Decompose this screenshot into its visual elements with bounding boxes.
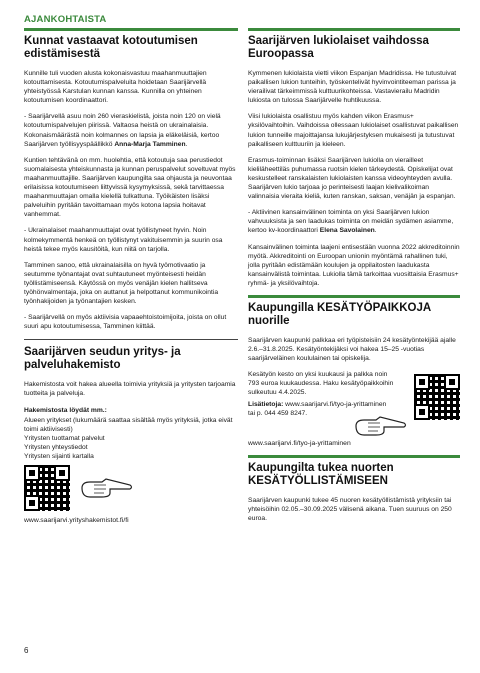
article-paragraph: - Saarijärvellä on myös aktiivisia vapaaehtoistoimijoita, joista on ollut suuri apu kotoutumisessa, Tamminen kiittää. [24, 314, 227, 331]
info-phone: tai p. 044 459 8247. [248, 409, 308, 417]
info-row [248, 370, 460, 420]
article-paragraph: - Aktiivinen kansainvälinen toiminta on yksi Saarijärven lukion vahvuuksista ja sen laadukas toiminta on meidän sydämen asiamme, kertoo kv-koordinaattori Elena Savolainen. [248, 209, 454, 235]
article-paragraph: Kesätyön kesto on yksi kuukausi ja palkka noin 793 euroa kuukaudessa. Haku kesätyöpaikkoihin sulkeutuu 4.4.2025. [248, 371, 394, 397]
feature-list [24, 416, 238, 461]
info-block [248, 370, 398, 420]
article-paragraph: Kymmenen lukiolaista vietti viikon Espanjan Madridissa. He tutustuivat paikallisen lukion tunteihin, työskentelivät hyvinvointiteeman parissa ja vierailivat tärkeimmissä kulttuurikohteissa. Vastavierailu Madridin lukiosta on tulossa Saarijärvelle huhtikuussa. [248, 70, 457, 105]
title-rule [24, 28, 238, 31]
list-item: Alueen yritykset (lukumäärä saattaa sisältää myös yrityksiä, jotka eivät toimi aktiivisesti) [24, 416, 233, 433]
article-paragraph: Viisi lukiolaista osallistuu myös kahden viikon Erasmus+ yksilövaihtoihin. Vaihdoissa ollessaan lukiolaiset osallistuvat paikallisen lukion tunneille majoittajansa lukujärjestyksen mukaisesti ja tutustuvat paikalliseen kulttuuriin ja kieleen. [248, 113, 459, 148]
list-item: Yritysten tuottamat palvelut [24, 434, 105, 442]
right-column [248, 28, 460, 531]
list-item: Yritysten sijainti kartalla [24, 453, 94, 460]
paragraph-text: - Aktiivinen kansainvälinen toiminta on yksi Saarijärven lukion vahvuuksista ja sen laadukas toiminta on meidän sydämen asiamme, kertoo kv-koordinaattori [248, 209, 454, 235]
paragraph-text: - Saarijärvellä asuu noin 260 vieraskielistä, joista noin 120 on vielä kotoutumispalvelujen piirissä. Valtaosa heistä on ukrainalaisia. Kokonaismäärästä noin kolmannes on lapsia ja eläkeläisiä, kertoo Saarijärven työllisyyspäällikkö [24, 113, 221, 148]
article-title: Saarijärven lukiolaiset vaihdossa Euroopassa [248, 35, 429, 60]
pointing-hand-icon [354, 414, 408, 438]
info-label: Lisätietoja: [248, 400, 284, 408]
article-title: Kaupungilla KESÄTYÖPAIKKOJA nuorille [248, 301, 431, 327]
section-label: AJANKOHTAISTA [24, 14, 107, 25]
article-title: Saarijärven seudun yritys- ja palveluhakemisto [24, 346, 181, 372]
article-paragraph: - Saarijärvellä asuu noin 260 vieraskielistä, joista noin 120 on vielä kotoutumispalvelujen piirissä. Valtaosa heistä on ukrainalaisia. Kokonaismäärästä noin kolmannes on lapsia ja eläkeläisiä, kertoo Saarijärven työllisyyspäällikkö Anna-Marja Tamminen. [24, 113, 221, 148]
qr-row [24, 465, 238, 511]
article-paragraph: Tamminen sanoo, että ukrainalaisilla on hyvä työmotivaatio ja seutumme työnantajat ovat suhtautuneet myönteisesti heidän työllistämiseensä. Käytössä on myös venäjän kielen hallitseva työhönvalmentaja, joka on auttanut ja helpottanut kommunikointia työnhakijoiden ja työnantajien kesken. [24, 261, 219, 306]
article-title: Kaupungilta tukea nuorten KESÄTYÖLLISTÄMISEEN [248, 462, 394, 488]
title-rule [248, 28, 460, 31]
person-name: Elena Savolainen [319, 227, 375, 235]
article-paragraph: Hakemistosta voit hakea alueella toimivia yrityksiä ja yritysten tarjoamia tuotteita ja palveluja. [24, 381, 236, 398]
info-line [248, 400, 398, 409]
pointing-hand-icon [80, 476, 134, 500]
directory-link[interactable]: www.saarijarvi.yrityshakemistot.fi/fi [24, 517, 129, 525]
article-paragraph: Saarijärven kaupunki tukee 45 nuoren kesätyöllistämistä yrityksiin tai yhteisöihin 02.05.–30.09.2025 välisenä aikana. Tuen suuruus on 250 euroa. [248, 497, 452, 523]
article-title: Kunnat vastaavat kotoutumisen edistämisestä [24, 35, 198, 60]
qr-code-icon[interactable] [414, 374, 460, 420]
list-title: Hakemistosta löydät mm.: [24, 406, 107, 414]
article-paragraph: Saarijärven kaupunki palkkaa eri työpisteisiin 24 kesätyöntekijää ajalle 2.6.–31.8.2025. Kesätyöntekijäksi voi hakea 15–25 -vuotias saarijärveläinen koululainen tai opiskelija. [248, 336, 456, 363]
qr-code-icon[interactable] [24, 465, 70, 511]
list-item: Yritysten yhteystiedot [24, 443, 88, 451]
article-paragraph: Erasmus-toiminnan lisäksi Saarijärven lukiolla on vierailleet kieliläheettiläs puhumassa ruotsin kielen tärkeydestä. Opiskelijat ovat keskustelleet ranskalaisten lukiolaisten kanssa videoyhteyden avulla. Saarijärven lukio tarjoaa jo perinteisesti laajan kielivalikoiman valinnaisia vieraita kieliä, kuten ranskan, saksan, venäjän ja espanjan. [248, 156, 456, 201]
title-rule [248, 455, 460, 458]
jobs-link[interactable]: www.saarijarvi.fi/tyo-ja-yrittaminen [248, 440, 351, 448]
title-rule [248, 295, 460, 298]
article-paragraph: Kansainvälinen toiminta laajeni entisestään vuonna 2022 akkreditoinnin myötä. Akkreditointi on Euroopan unionin myöntämä rahallinen tuki, jolla pyritään edistämään koulujen ja oppilaitosten laadukasta kansainvälistä toimintaa. Lukiolla tämä tarkoittaa vuosittaisia Erasmus+ ryhmä- ja yksilövaihtoja. [248, 243, 460, 287]
page-number: 6 [24, 646, 29, 655]
section-divider [24, 339, 238, 340]
left-column [24, 28, 238, 524]
article-paragraph: Kunnille tuli vuoden alusta kokonaisvastuu maahanmuuttajien kotouttamisesta. Kotoutumispalveluita hoidetaan Saarijärvellä yhteistyössä Karstulan kunnan kanssa. Kunnilla on yhteinen kotoutumisen koordinaattori. [24, 70, 207, 105]
info-link[interactable]: www.saarijarvi.fi/tyo-ja-yrittaminen [285, 400, 387, 408]
article-paragraph: - Ukrainalaiset maahanmuuttajat ovat työllistyneet hyvin. Noin kolmekymmentä henkeä on työllistynyt vakituisemmin ja suurin osa heistä tekee myös kausitöitä, kun niitä on tarjolla. [24, 227, 223, 253]
article-paragraph: Kuntien tehtävänä on mm. huolehtia, että kotoutuja saa perustiedot suomalaisesta yhteiskunnasta ja kunnan peruspalvelut soveltuvat myös maahanmuuttajille. Saarijärven kaupungilta saa ohjausta ja neuvontaa erilaisissa kotoutumiseen liittyvissä kysymyksissä, sekä tarvittaessa maahanmuuttajan omalla kielellä tulkattuna. Työikäisten lisäksi palveluihin pyritään tavoittamaan myös kotona lapsia hoitavat vanhemmat. [24, 156, 236, 219]
person-name: Anna-Marja Tamminen [114, 140, 186, 148]
